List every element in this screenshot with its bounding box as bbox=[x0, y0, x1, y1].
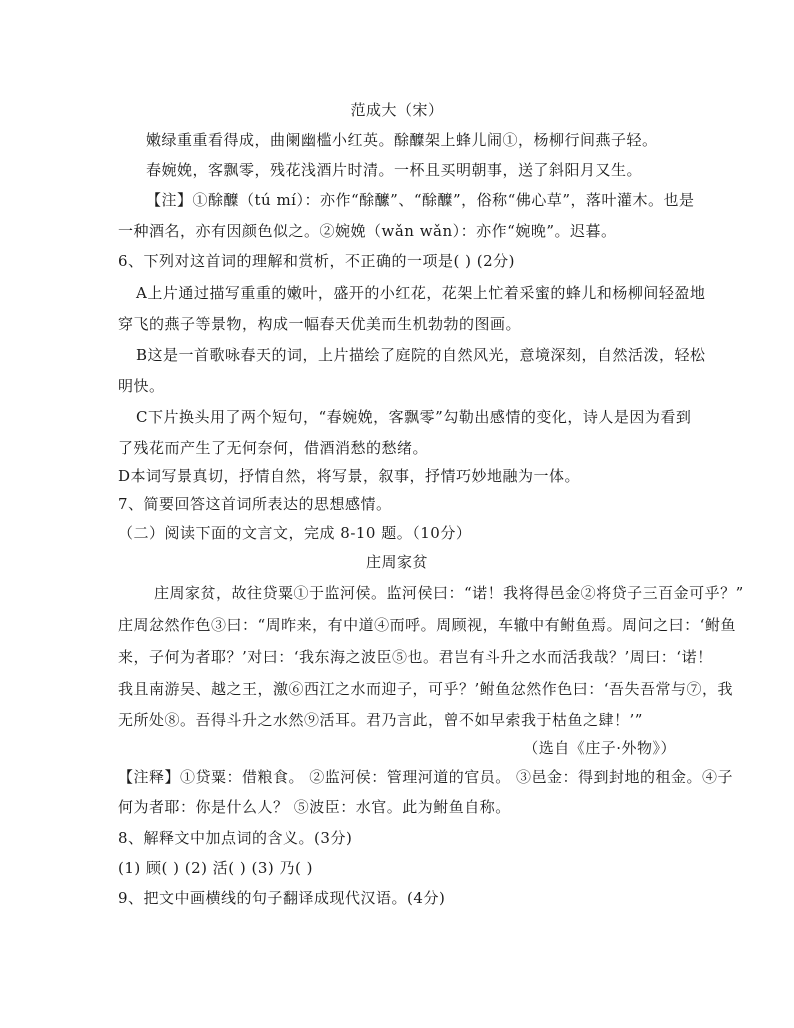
question-6-option-a-line-2: 穿飞的燕子等景物，构成一幅春天优美而生机勃勃的图画。 bbox=[118, 315, 522, 333]
question-9-stem: 9、把文中画横线的句子翻译成现代汉语。(4分) bbox=[118, 889, 446, 907]
poem-note-line-1: 【注】①酴醾（tú mí）：亦作“酴醿”、“酴醾”，俗称“佛心草”，落叶灌木。也是 bbox=[146, 191, 695, 209]
question-6-option-c-line-2: 了残花而产生了无何奈何，借酒消愁的愁绪。 bbox=[118, 439, 429, 457]
question-6-option-a-line-1: A上片通过描写重重的嫩叶，盛开的小红花，花架上忙着采蜜的蜂儿和杨柳间轻盈地 bbox=[136, 284, 706, 302]
poem-note-line-2: 一种酒名，亦有因颜色似之。②婉娩（wǎn wǎn）：亦作“婉晚”。迟暮。 bbox=[118, 222, 617, 240]
question-6-stem: 6、下列对这首词的理解和赏析，不正确的一项是( ) (2分) bbox=[118, 252, 516, 270]
passage-line-1: 庄周家贫，故往贷粟①于监河侯。监河侯曰：“诺！我将得邑金②将贷子三百金可乎？” bbox=[154, 584, 744, 602]
section-2-heading: （二）阅读下面的文言文，完成 8-10 题。（10分） bbox=[118, 524, 472, 542]
passage-line-3: 来，子何为者耶？’对曰：‘我东海之波臣⑤也。君岂有斗升之水而活我哉？’周曰：‘诺！ bbox=[118, 648, 713, 666]
poem-line-2: 春婉娩，客飘零，残花浅酒片时清。一杯且买明朝事，送了斜阳月又生。 bbox=[146, 161, 643, 179]
passage-line-2: 庄周忿然作色③曰：“周昨来，有中道④而呼。周顾视，车辙中有鲋鱼焉。周问之曰：‘鲋鱼 bbox=[118, 616, 736, 634]
passage-line-5: 无所处⑧。吾得斗升之水然⑨活耳。君乃言此，曾不如早索我于枯鱼之肆！’” bbox=[118, 711, 643, 729]
passage-source: （选自《庄子·外物》） bbox=[523, 739, 676, 757]
question-8-answer-blanks: (1) 顾( ) (2) 活( ) (3) 乃( ) bbox=[118, 859, 313, 877]
passage-title: 庄周家贫 bbox=[365, 553, 428, 571]
question-6-option-b-line-2: 明快。 bbox=[118, 377, 165, 395]
passage-annotation-line-1: 【注释】①贷粟：借粮食。 ②监河侯：管理河道的官员。 ③邑金：得到封地的租金。④子 bbox=[118, 768, 734, 786]
poem-author-line: 范成大（宋） bbox=[350, 101, 444, 119]
question-7-stem: 7、简要回答这首词所表达的思想感情。 bbox=[118, 495, 392, 513]
question-6-option-b-line-1: B这是一首歌咏春天的词，上片描绘了庭院的自然风光，意境深刻，自然活泼，轻松 bbox=[136, 346, 706, 364]
poem-line-1: 嫩绿重重看得成，曲阑幽槛小红英。酴醾架上蜂儿闹①，杨柳行间燕子轻。 bbox=[146, 131, 658, 149]
question-6-option-d: D本词写景真切，抒情自然，将写景，叙事，抒情巧妙地融为一体。 bbox=[118, 467, 581, 485]
question-6-option-c-line-1: C下片换头用了两个短句，“春婉娩，客飘零”勾勒出感情的变化，诗人是因为看到 bbox=[136, 408, 692, 426]
question-8-stem: 8、解释文中加点词的含义。(3分) bbox=[118, 829, 353, 847]
passage-line-4: 我且南游吴、越之王，激⑥西江之水而迎子，可乎？’鲋鱼忿然作色曰：‘吾失吾常与⑦，我 bbox=[118, 680, 734, 698]
passage-annotation-line-2: 何为者耶：你是什么人？ ⑤波臣：水官。此为鲋鱼自称。 bbox=[118, 798, 511, 816]
